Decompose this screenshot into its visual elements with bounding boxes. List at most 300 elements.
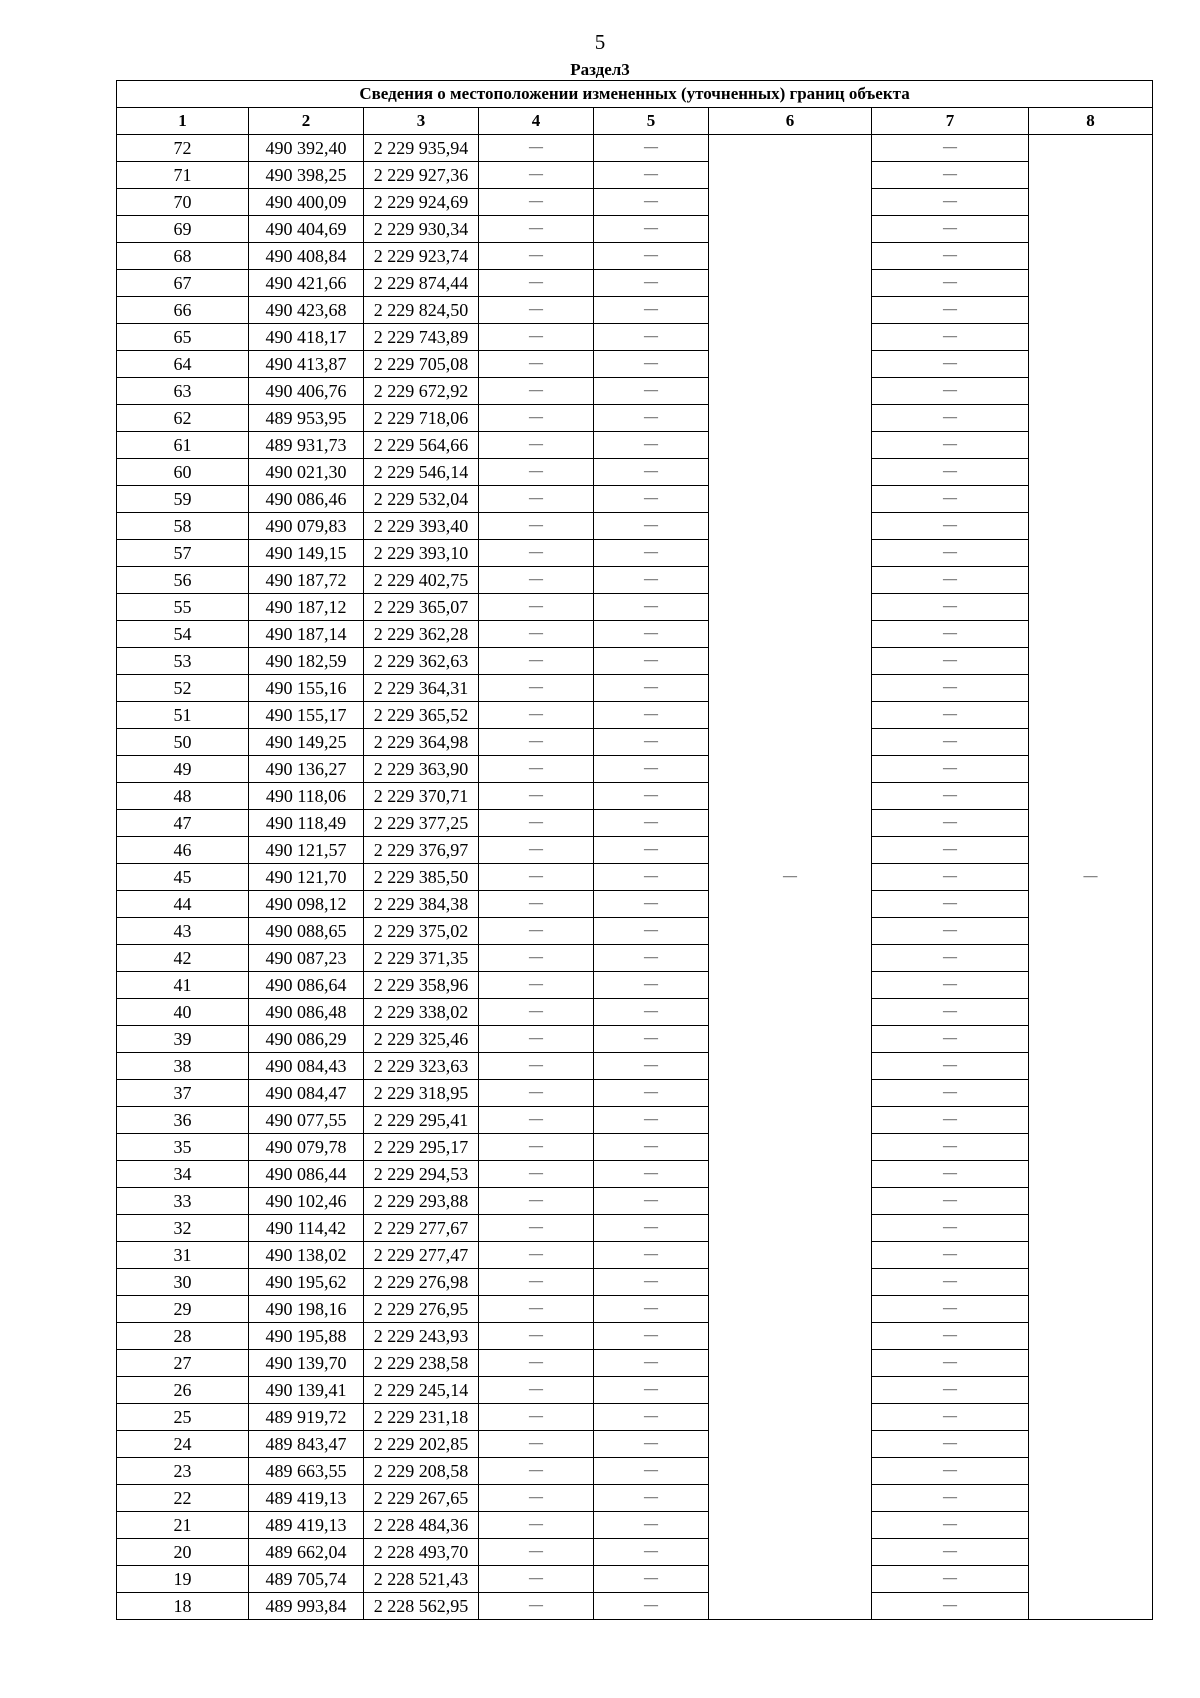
table-row: [117, 540, 1153, 567]
point-number-cell: 53: [117, 648, 249, 675]
col4-dash-cell: —: [479, 1512, 594, 1539]
col4-dash-cell: —: [479, 1134, 594, 1161]
point-number-cell: 59: [117, 486, 249, 513]
x-coordinate-cell: 490 098,12: [249, 891, 364, 918]
col7-dash-cell: —: [872, 1161, 1029, 1188]
y-coordinate-cell: 2 229 874,44: [364, 270, 479, 297]
x-coordinate-cell: 490 138,02: [249, 1242, 364, 1269]
col7-dash-cell: —: [872, 513, 1029, 540]
point-number-cell: 18: [117, 1593, 249, 1620]
col4-dash-cell: —: [479, 1593, 594, 1620]
col7-dash-cell: —: [872, 1512, 1029, 1539]
col5-dash-cell: —: [594, 1458, 709, 1485]
point-number-cell: 45: [117, 864, 249, 891]
y-coordinate-cell: 2 229 705,08: [364, 351, 479, 378]
point-number-cell: 42: [117, 945, 249, 972]
point-number-cell: 52: [117, 675, 249, 702]
col7-dash-cell: —: [872, 1296, 1029, 1323]
x-coordinate-cell: 489 993,84: [249, 1593, 364, 1620]
col4-dash-cell: —: [479, 432, 594, 459]
point-number-cell: 41: [117, 972, 249, 999]
point-number-cell: 70: [117, 189, 249, 216]
col5-dash-cell: —: [594, 540, 709, 567]
col5-dash-cell: —: [594, 1350, 709, 1377]
col7-dash-cell: —: [872, 1134, 1029, 1161]
table-row: [117, 135, 1153, 162]
point-number-cell: 40: [117, 999, 249, 1026]
col7-dash-cell: —: [872, 702, 1029, 729]
y-coordinate-cell: 2 229 930,34: [364, 216, 479, 243]
point-number-cell: 30: [117, 1269, 249, 1296]
col4-dash-cell: —: [479, 1485, 594, 1512]
y-coordinate-cell: 2 229 365,52: [364, 702, 479, 729]
col5-dash-cell: —: [594, 1188, 709, 1215]
col7-dash-cell: —: [872, 621, 1029, 648]
x-coordinate-cell: 490 187,14: [249, 621, 364, 648]
table-row: [117, 1134, 1153, 1161]
table-row: [117, 783, 1153, 810]
table-row: [117, 621, 1153, 648]
col7-dash-cell: —: [872, 324, 1029, 351]
table-row: [117, 1377, 1153, 1404]
y-coordinate-cell: 2 229 364,98: [364, 729, 479, 756]
y-coordinate-cell: 2 229 267,65: [364, 1485, 479, 1512]
x-coordinate-cell: 490 421,66: [249, 270, 364, 297]
table-row: [117, 972, 1153, 999]
col7-dash-cell: —: [872, 810, 1029, 837]
point-number-cell: 46: [117, 837, 249, 864]
col4-dash-cell: —: [479, 1431, 594, 1458]
x-coordinate-cell: 489 419,13: [249, 1512, 364, 1539]
col5-dash-cell: —: [594, 189, 709, 216]
col7-dash-cell: —: [872, 1593, 1029, 1620]
table-row: [117, 648, 1153, 675]
col7-dash-cell: —: [872, 486, 1029, 513]
x-coordinate-cell: 490 195,62: [249, 1269, 364, 1296]
col5-dash-cell: —: [594, 216, 709, 243]
col5-dash-cell: —: [594, 972, 709, 999]
table-row: [117, 918, 1153, 945]
col4-dash-cell: —: [479, 243, 594, 270]
col4-dash-cell: —: [479, 135, 594, 162]
col5-dash-cell: —: [594, 864, 709, 891]
y-coordinate-cell: 2 229 375,02: [364, 918, 479, 945]
col5-dash-cell: —: [594, 135, 709, 162]
col5-dash-cell: —: [594, 594, 709, 621]
table-row: [117, 378, 1153, 405]
y-coordinate-cell: 2 228 521,43: [364, 1566, 479, 1593]
x-coordinate-cell: 490 088,65: [249, 918, 364, 945]
col7-dash-cell: —: [872, 1269, 1029, 1296]
x-coordinate-cell: 490 086,46: [249, 486, 364, 513]
y-coordinate-cell: 2 229 384,38: [364, 891, 479, 918]
table-row: [117, 405, 1153, 432]
point-number-cell: 64: [117, 351, 249, 378]
y-coordinate-cell: 2 229 276,95: [364, 1296, 479, 1323]
col7-dash-cell: —: [872, 945, 1029, 972]
x-coordinate-cell: 490 423,68: [249, 297, 364, 324]
point-number-cell: 26: [117, 1377, 249, 1404]
col7-dash-cell: —: [872, 1404, 1029, 1431]
point-number-cell: 36: [117, 1107, 249, 1134]
col5-dash-cell: —: [594, 243, 709, 270]
col7-dash-cell: —: [872, 297, 1029, 324]
x-coordinate-cell: 490 079,83: [249, 513, 364, 540]
y-coordinate-cell: 2 229 376,97: [364, 837, 479, 864]
table-row: [117, 351, 1153, 378]
col4-dash-cell: —: [479, 405, 594, 432]
col4-dash-cell: —: [479, 1377, 594, 1404]
table-row: [117, 1404, 1153, 1431]
col7-dash-cell: —: [872, 864, 1029, 891]
x-coordinate-cell: 490 139,70: [249, 1350, 364, 1377]
table-row: [117, 999, 1153, 1026]
table-row: [117, 702, 1153, 729]
point-number-cell: 34: [117, 1161, 249, 1188]
col7-dash-cell: —: [872, 405, 1029, 432]
col4-dash-cell: —: [479, 702, 594, 729]
point-number-cell: 60: [117, 459, 249, 486]
col4-dash-cell: —: [479, 1539, 594, 1566]
col4-dash-cell: —: [479, 540, 594, 567]
x-coordinate-cell: 489 919,72: [249, 1404, 364, 1431]
point-number-cell: 66: [117, 297, 249, 324]
y-coordinate-cell: 2 229 238,58: [364, 1350, 479, 1377]
col7-dash-cell: —: [872, 1080, 1029, 1107]
table-row: [117, 1188, 1153, 1215]
col5-dash-cell: —: [594, 1053, 709, 1080]
table-row: [117, 324, 1153, 351]
point-number-cell: 67: [117, 270, 249, 297]
table-body: [117, 135, 1153, 1620]
point-number-cell: 68: [117, 243, 249, 270]
y-coordinate-cell: 2 229 363,90: [364, 756, 479, 783]
x-coordinate-cell: 490 118,49: [249, 810, 364, 837]
col5-dash-cell: —: [594, 1215, 709, 1242]
table-row: [117, 1296, 1153, 1323]
x-coordinate-cell: 490 392,40: [249, 135, 364, 162]
point-number-cell: 39: [117, 1026, 249, 1053]
col7-dash-cell: —: [872, 999, 1029, 1026]
table-row: [117, 486, 1153, 513]
y-coordinate-cell: 2 229 323,63: [364, 1053, 479, 1080]
y-coordinate-cell: 2 229 743,89: [364, 324, 479, 351]
col7-dash-cell: —: [872, 729, 1029, 756]
col4-dash-cell: —: [479, 459, 594, 486]
point-number-cell: 21: [117, 1512, 249, 1539]
table-row: [117, 1026, 1153, 1053]
y-coordinate-cell: 2 229 935,94: [364, 135, 479, 162]
x-coordinate-cell: 490 155,17: [249, 702, 364, 729]
col4-dash-cell: —: [479, 621, 594, 648]
col5-dash-cell: —: [594, 783, 709, 810]
y-coordinate-cell: 2 229 370,71: [364, 783, 479, 810]
point-number-cell: 28: [117, 1323, 249, 1350]
x-coordinate-cell: 489 953,95: [249, 405, 364, 432]
col5-dash-cell: —: [594, 432, 709, 459]
point-number-cell: 35: [117, 1134, 249, 1161]
point-number-cell: 49: [117, 756, 249, 783]
col8-merged-cell: —: [1029, 135, 1153, 1620]
y-coordinate-cell: 2 229 276,98: [364, 1269, 479, 1296]
y-coordinate-cell: 2 229 325,46: [364, 1026, 479, 1053]
col7-dash-cell: —: [872, 1350, 1029, 1377]
table-row: [117, 189, 1153, 216]
col5-dash-cell: —: [594, 918, 709, 945]
col7-dash-cell: —: [872, 1026, 1029, 1053]
y-coordinate-cell: 2 229 358,96: [364, 972, 479, 999]
column-header-row: [117, 108, 1153, 135]
table-row: [117, 756, 1153, 783]
table-row: [117, 864, 1153, 891]
point-number-cell: 71: [117, 162, 249, 189]
point-number-cell: 20: [117, 1539, 249, 1566]
y-coordinate-cell: 2 229 546,14: [364, 459, 479, 486]
x-coordinate-cell: 490 087,23: [249, 945, 364, 972]
y-coordinate-cell: 2 229 294,53: [364, 1161, 479, 1188]
col7-dash-cell: —: [872, 1566, 1029, 1593]
point-number-cell: 58: [117, 513, 249, 540]
table-row: [117, 1269, 1153, 1296]
col7-dash-cell: —: [872, 1053, 1029, 1080]
col7-dash-cell: —: [872, 1107, 1029, 1134]
y-coordinate-cell: 2 229 532,04: [364, 486, 479, 513]
x-coordinate-cell: 490 079,78: [249, 1134, 364, 1161]
col5-dash-cell: —: [594, 405, 709, 432]
col7-dash-cell: —: [872, 351, 1029, 378]
point-number-cell: 31: [117, 1242, 249, 1269]
table-row: [117, 1242, 1153, 1269]
point-number-cell: 69: [117, 216, 249, 243]
col7-dash-cell: —: [872, 675, 1029, 702]
col4-dash-cell: —: [479, 1188, 594, 1215]
x-coordinate-cell: 489 419,13: [249, 1485, 364, 1512]
col6-merged-cell: —: [709, 135, 872, 1620]
point-number-cell: 23: [117, 1458, 249, 1485]
col7-dash-cell: —: [872, 1377, 1029, 1404]
y-coordinate-cell: 2 229 208,58: [364, 1458, 479, 1485]
table-row: [117, 945, 1153, 972]
col4-dash-cell: —: [479, 675, 594, 702]
coordinates-table: [116, 80, 1153, 1620]
y-coordinate-cell: 2 229 277,67: [364, 1215, 479, 1242]
table-row: [117, 729, 1153, 756]
point-number-cell: 72: [117, 135, 249, 162]
col7-dash-cell: —: [872, 243, 1029, 270]
table-row: [117, 594, 1153, 621]
y-coordinate-cell: 2 229 824,50: [364, 297, 479, 324]
col5-dash-cell: —: [594, 1296, 709, 1323]
x-coordinate-cell: 490 114,42: [249, 1215, 364, 1242]
point-number-cell: 24: [117, 1431, 249, 1458]
y-coordinate-cell: 2 229 245,14: [364, 1377, 479, 1404]
col5-dash-cell: —: [594, 1026, 709, 1053]
col4-dash-cell: —: [479, 351, 594, 378]
col7-dash-cell: —: [872, 1215, 1029, 1242]
col4-dash-cell: —: [479, 297, 594, 324]
y-coordinate-cell: 2 229 293,88: [364, 1188, 479, 1215]
col5-dash-cell: —: [594, 459, 709, 486]
point-number-cell: 57: [117, 540, 249, 567]
col4-dash-cell: —: [479, 648, 594, 675]
y-coordinate-cell: 2 229 295,17: [364, 1134, 479, 1161]
col7-dash-cell: —: [872, 783, 1029, 810]
col5-dash-cell: —: [594, 702, 709, 729]
col7-dash-cell: —: [872, 216, 1029, 243]
col4-dash-cell: —: [479, 837, 594, 864]
col4-dash-cell: —: [479, 891, 594, 918]
x-coordinate-cell: 490 121,70: [249, 864, 364, 891]
column-header: 7: [872, 108, 1029, 135]
col5-dash-cell: —: [594, 1512, 709, 1539]
x-coordinate-cell: 490 021,30: [249, 459, 364, 486]
col4-dash-cell: —: [479, 756, 594, 783]
col4-dash-cell: —: [479, 1458, 594, 1485]
table-row: [117, 1512, 1153, 1539]
x-coordinate-cell: 489 931,73: [249, 432, 364, 459]
x-coordinate-cell: 490 406,76: [249, 378, 364, 405]
x-coordinate-cell: 489 705,74: [249, 1566, 364, 1593]
y-coordinate-cell: 2 229 393,10: [364, 540, 479, 567]
table-row: [117, 432, 1153, 459]
col4-dash-cell: —: [479, 810, 594, 837]
table-row: [117, 243, 1153, 270]
col5-dash-cell: —: [594, 945, 709, 972]
col7-dash-cell: —: [872, 1431, 1029, 1458]
y-coordinate-cell: 2 229 338,02: [364, 999, 479, 1026]
table-row: [117, 513, 1153, 540]
table-row: [117, 297, 1153, 324]
x-coordinate-cell: 490 198,16: [249, 1296, 364, 1323]
point-number-cell: 62: [117, 405, 249, 432]
col4-dash-cell: —: [479, 567, 594, 594]
col4-dash-cell: —: [479, 594, 594, 621]
col4-dash-cell: —: [479, 189, 594, 216]
col7-dash-cell: —: [872, 189, 1029, 216]
col4-dash-cell: —: [479, 270, 594, 297]
col7-dash-cell: —: [872, 1485, 1029, 1512]
point-number-cell: 51: [117, 702, 249, 729]
col5-dash-cell: —: [594, 567, 709, 594]
col7-dash-cell: —: [872, 1242, 1029, 1269]
table-row: [117, 1053, 1153, 1080]
col5-dash-cell: —: [594, 729, 709, 756]
column-header: 8: [1029, 108, 1153, 135]
col5-dash-cell: —: [594, 1080, 709, 1107]
col7-dash-cell: —: [872, 432, 1029, 459]
col5-dash-cell: —: [594, 999, 709, 1026]
x-coordinate-cell: 489 663,55: [249, 1458, 364, 1485]
point-number-cell: 19: [117, 1566, 249, 1593]
table-row: [117, 1080, 1153, 1107]
x-coordinate-cell: 490 413,87: [249, 351, 364, 378]
x-coordinate-cell: 490 149,25: [249, 729, 364, 756]
col7-dash-cell: —: [872, 162, 1029, 189]
col5-dash-cell: —: [594, 486, 709, 513]
table-row: [117, 675, 1153, 702]
table-title: Сведения о местоположении измененных (уточненных) границ объекта: [117, 81, 1153, 108]
y-coordinate-cell: 2 228 493,70: [364, 1539, 479, 1566]
x-coordinate-cell: 490 086,29: [249, 1026, 364, 1053]
x-coordinate-cell: 490 086,48: [249, 999, 364, 1026]
column-header: 4: [479, 108, 594, 135]
table-row: [117, 1593, 1153, 1620]
x-coordinate-cell: 490 404,69: [249, 216, 364, 243]
y-coordinate-cell: 2 229 364,31: [364, 675, 479, 702]
point-number-cell: 44: [117, 891, 249, 918]
y-coordinate-cell: 2 229 371,35: [364, 945, 479, 972]
table-row: [117, 1539, 1153, 1566]
col5-dash-cell: —: [594, 1161, 709, 1188]
table-row: [117, 891, 1153, 918]
column-header: 2: [249, 108, 364, 135]
col5-dash-cell: —: [594, 1107, 709, 1134]
col4-dash-cell: —: [479, 1053, 594, 1080]
col4-dash-cell: —: [479, 1161, 594, 1188]
point-number-cell: 43: [117, 918, 249, 945]
x-coordinate-cell: 490 149,15: [249, 540, 364, 567]
col4-dash-cell: —: [479, 1107, 594, 1134]
table-row: [117, 1566, 1153, 1593]
col7-dash-cell: —: [872, 567, 1029, 594]
x-coordinate-cell: 490 155,16: [249, 675, 364, 702]
col5-dash-cell: —: [594, 648, 709, 675]
y-coordinate-cell: 2 229 718,06: [364, 405, 479, 432]
col5-dash-cell: —: [594, 270, 709, 297]
y-coordinate-cell: 2 229 277,47: [364, 1242, 479, 1269]
col5-dash-cell: —: [594, 297, 709, 324]
x-coordinate-cell: 490 418,17: [249, 324, 364, 351]
y-coordinate-cell: 2 229 295,41: [364, 1107, 479, 1134]
table-row: [117, 1431, 1153, 1458]
y-coordinate-cell: 2 229 362,28: [364, 621, 479, 648]
y-coordinate-cell: 2 229 564,66: [364, 432, 479, 459]
page-number: 5: [594, 30, 606, 54]
x-coordinate-cell: 490 187,72: [249, 567, 364, 594]
col5-dash-cell: —: [594, 1593, 709, 1620]
column-header: 6: [709, 108, 872, 135]
col7-dash-cell: —: [872, 891, 1029, 918]
col5-dash-cell: —: [594, 756, 709, 783]
col5-dash-cell: —: [594, 1242, 709, 1269]
table-row: [117, 459, 1153, 486]
x-coordinate-cell: 490 195,88: [249, 1323, 364, 1350]
col7-dash-cell: —: [872, 972, 1029, 999]
col4-dash-cell: —: [479, 1242, 594, 1269]
point-number-cell: 61: [117, 432, 249, 459]
col5-dash-cell: —: [594, 1431, 709, 1458]
col7-dash-cell: —: [872, 648, 1029, 675]
col5-dash-cell: —: [594, 1566, 709, 1593]
col5-dash-cell: —: [594, 810, 709, 837]
x-coordinate-cell: 490 084,47: [249, 1080, 364, 1107]
table-row: [117, 1107, 1153, 1134]
col4-dash-cell: —: [479, 513, 594, 540]
point-number-cell: 33: [117, 1188, 249, 1215]
y-coordinate-cell: 2 229 202,85: [364, 1431, 479, 1458]
col4-dash-cell: —: [479, 972, 594, 999]
table-row: [117, 1458, 1153, 1485]
y-coordinate-cell: 2 229 231,18: [364, 1404, 479, 1431]
point-number-cell: 55: [117, 594, 249, 621]
point-number-cell: 25: [117, 1404, 249, 1431]
y-coordinate-cell: 2 229 243,93: [364, 1323, 479, 1350]
col7-dash-cell: —: [872, 378, 1029, 405]
y-coordinate-cell: 2 229 393,40: [364, 513, 479, 540]
point-number-cell: 32: [117, 1215, 249, 1242]
column-header: 1: [117, 108, 249, 135]
col4-dash-cell: —: [479, 378, 594, 405]
